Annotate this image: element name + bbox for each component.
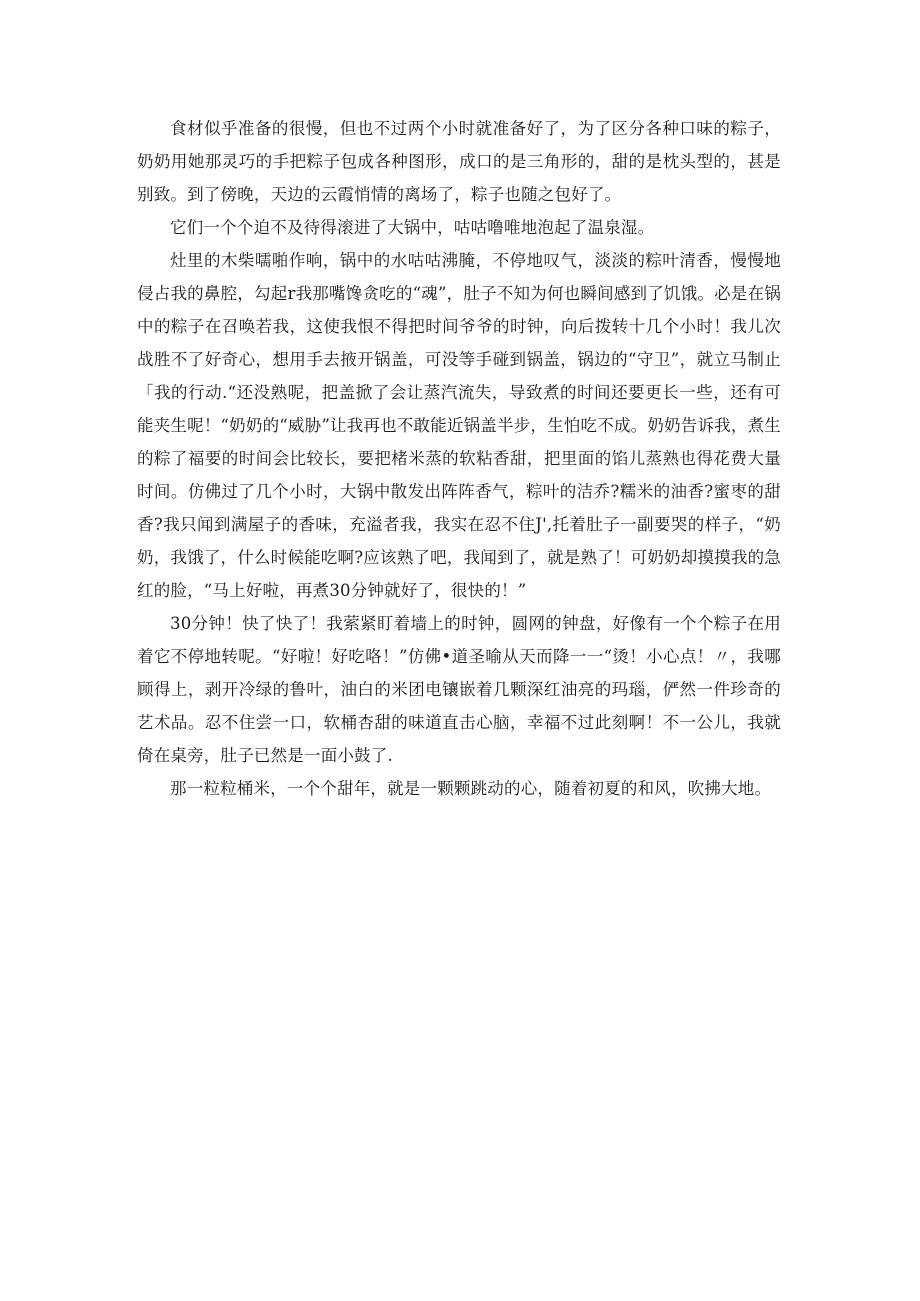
paragraph-5: 那一粒粒桶米，一个个甜年，就是一颗颗跳动的心，随着初夏的和风，吹拂大地。 — [170, 779, 772, 798]
paragraph-1: 食材似乎准备的很慢，但也不过两个小时就准备好了，为了区分各种口味的粽子，奶奶用她那灵巧的手把粽子包成各种图形，成口的是三角形的，甜的是枕头型的，甚是别致。到了傍晚，天边的云霞悄情的离场了，粽子也随之包好了。 — [137, 119, 781, 204]
paragraph-4: 30分钟！快了快了！我萦紧盯着墙上的时钟，圆网的钟盘，好像有一个个粽子在用着它不停地转呢。“好啦！好吃咯！”仿佛•道圣喻从天而降一一“烫！小心点！〃，我哪顾得上，剥开冷绿的鲁叶，油白的米团电镶嵌着几颗深红油亮的玛瑙，俨然一件珍奇的艺术品。忍不住尝一口，软桶杏甜的味道直击心脑，幸福不过此刻啊！不一公儿，我就倚在桌旁，肚子已然是一面小鼓了. — [137, 614, 781, 765]
paragraph-2: 它们一个个迫不及待得滚进了大锅中，咕咕噜唯地泡起了温泉湿。 — [170, 218, 655, 237]
document-body — [137, 112, 781, 805]
paragraph-3: 灶里的木柴嚅啪作响，锅中的水咕咕沸腌，不停地叹气，淡淡的粽叶清香，慢慢地侵占我的鼻腔，勾起r我那嘴馋贪吃的“魂”，肚子不知为何也瞬间感到了饥饿。必是在锅中的粽子在召唤若我，这使我恨不得把时间爷爷的时钟，向后拨转十几个小时！我儿次战胜不了好奇心，想用手去掖开锅盖，可没等手碰到锅盖，锅边的“守卫”，就立马制止「我的行动.“还没熟呢，把盖掀了会让蒸汽流失，导致煮的时间还要更长一些，还有可能夹生呢！“奶奶的“威胁”让我再也不敢能近锅盖半步，生怕吃不成。奶奶告诉我，煮生的粽了福要的时间会比较长，要把楮米蒸的软粘香甜，把里面的馅儿蒸熟也得花费大量时间。仿佛过了几个小时，大锅中散发出阵阵香气，粽叶的洁乔?糯米的油香?蜜枣的甜香?我只闻到满屋子的香味，充溢者我，我实在忍不住J',托着肚子一副要哭的样子，“奶奶，我饿了，什么时候能吃啊?应该熟了吧，我闻到了，就是熟了！可奶奶却摸摸我的急红的脸，“马上好啦，再煮30分钟就好了，很快的！” — [137, 251, 781, 600]
